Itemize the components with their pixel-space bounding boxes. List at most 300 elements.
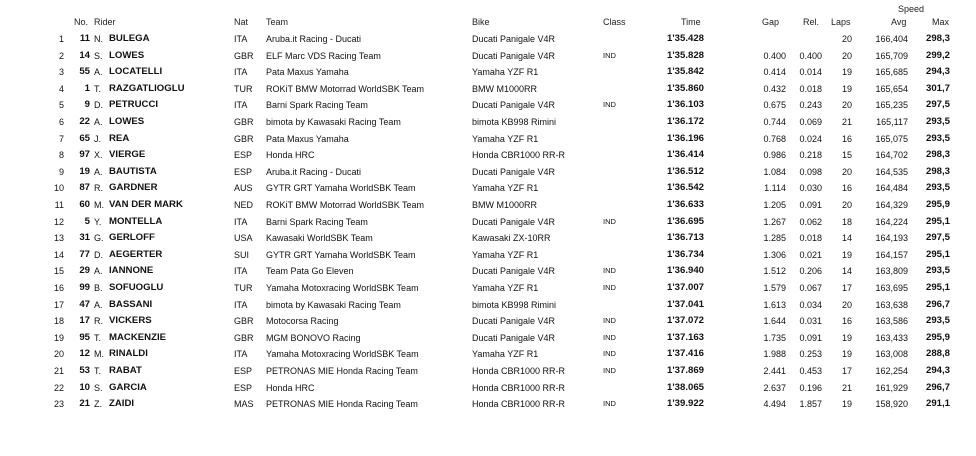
time-cell: 1'36.196 [667,132,704,144]
team-cell: Yamaha Motoxracing WorldSBK Team [266,283,419,293]
position-cell: 2 [58,50,64,61]
rider-surname-cell: REA [109,132,130,144]
table-row [0,180,976,197]
bike-cell: Honda CBR1000 RR-R [472,150,566,161]
number-cell: 47 [79,298,90,310]
rider-initial-cell: S. [94,50,103,61]
time-cell: 1'36.695 [667,215,704,227]
max-speed-cell: 301,7 [925,82,950,94]
team-cell: Barni Spark Racing Team [266,100,368,111]
nationality-cell: AUS [234,183,253,194]
rider-surname-cell: RAZGATLIOGLU [109,82,185,94]
bike-cell: Kawasaki ZX-10RR [472,233,551,244]
position-cell: 13 [53,233,64,244]
avg-speed-cell: 163,586 [875,316,908,327]
team-cell: ROKiT BMW Motorrad WorldSBK Team [266,83,425,94]
bike-cell: Yamaha YZF R1 [472,133,539,144]
position-cell: 16 [53,283,64,293]
rel-cell: 0.067 [799,283,822,293]
table-row [0,31,976,48]
avg-speed-cell: 163,695 [875,283,908,293]
rider-initial-cell: S. [94,382,103,393]
table-row [0,131,976,148]
rel-cell: 0.091 [799,332,822,343]
bike-cell: bimota KB998 Rimini [472,117,557,127]
header-time: Time [681,17,701,27]
gap-cell: 0.675 [763,100,786,111]
team-cell: Kawasaki WorldSBK Team [266,233,373,244]
number-cell: 53 [79,365,90,376]
laps-cell: 16 [841,316,852,327]
rider-initial-cell: T. [94,366,102,376]
time-cell: 1'39.922 [667,398,704,410]
rel-cell: 0.014 [799,67,822,78]
team-cell: Yamaha Motoxracing WorldSBK Team [266,349,419,360]
rider-surname-cell: MONTELLA [109,215,163,227]
bike-cell: Honda CBR1000 RR-R [472,399,566,410]
number-cell: 12 [79,348,90,360]
rel-cell: 0.243 [799,100,822,111]
gap-cell: 0.986 [763,150,786,161]
max-speed-cell: 295,1 [925,248,950,260]
rider-initial-cell: A. [94,299,103,310]
laps-cell: 20 [841,166,852,177]
rider-initial-cell: R. [94,316,103,327]
rider-initial-cell: G. [94,233,104,244]
avg-speed-cell: 165,117 [876,117,908,127]
rel-cell: 0.062 [799,216,822,227]
table-row [0,396,976,413]
bike-cell: BMW M1000RR [472,83,538,94]
table-row [0,147,976,164]
avg-speed-cell: 164,484 [875,183,908,194]
time-cell: 1'36.512 [667,165,704,177]
rider-surname-cell: VICKERS [109,315,152,327]
number-cell: 10 [79,381,90,393]
rel-cell: 0.031 [799,316,822,327]
bike-cell: Yamaha YZF R1 [472,349,539,360]
team-cell: Team Pata Go Eleven [266,266,354,277]
position-cell: 5 [58,100,64,111]
team-cell: Pata Maxus Yamaha [266,133,349,144]
nationality-cell: ITA [234,67,248,78]
header-speed: Speed [898,4,925,14]
number-cell: 1 [84,82,90,94]
time-cell: 1'36.172 [667,116,704,127]
rider-initial-cell: A. [94,67,103,78]
rider-surname-cell: LOWES [109,49,145,61]
number-cell: 5 [84,215,90,227]
rider-initial-cell: D. [94,100,103,111]
bike-cell: Yamaha YZF R1 [472,283,539,293]
gap-cell: 1.735 [763,332,786,343]
bike-cell: Yamaha YZF R1 [472,249,539,260]
rider-initial-cell: A. [94,266,103,277]
max-speed-cell: 296,7 [925,298,950,310]
table-row [0,313,976,330]
bike-cell: Ducati Panigale V4R [472,100,556,111]
laps-cell: 19 [841,249,852,260]
gap-cell: 1.285 [763,233,786,244]
time-cell: 1'37.041 [667,298,704,310]
position-cell: 7 [58,133,64,144]
rider-surname-cell: GERLOFF [109,232,155,244]
avg-speed-cell: 161,929 [875,382,908,393]
header-no: No. [74,17,89,27]
rider-surname-cell: MACKENZIE [109,331,167,343]
laps-cell: 16 [841,133,852,144]
laps-cell: 14 [841,266,852,277]
number-cell: 65 [79,132,90,144]
team-cell: ELF Marc VDS Racing Team [266,50,381,61]
gap-cell: 0.768 [763,133,786,144]
max-speed-cell: 294,3 [925,365,950,376]
laps-cell: 20 [841,50,852,61]
table-row [0,263,976,280]
number-cell: 21 [79,398,90,410]
laps-cell: 19 [841,83,852,94]
max-speed-cell: 293,5 [925,265,950,277]
gap-cell: 1.512 [763,266,786,277]
team-cell: Aruba.it Racing - Ducati [266,166,362,177]
laps-cell: 18 [841,216,852,227]
position-cell: 14 [53,249,64,260]
rider-initial-cell: D. [94,249,103,260]
table-row [0,81,976,98]
time-cell: 1'36.713 [667,232,704,244]
laps-cell: 19 [841,399,852,410]
gap-cell: 1.613 [763,299,786,310]
nationality-cell: ESP [234,366,253,376]
nationality-cell: ITA [234,349,248,360]
number-cell: 77 [79,248,90,260]
rel-cell: 0.098 [799,166,822,177]
max-speed-cell: 296,7 [925,381,950,393]
nationality-cell: ITA [234,216,248,227]
number-cell: 17 [79,315,90,327]
nationality-cell: ESP [234,382,253,393]
laps-cell: 17 [841,366,852,376]
avg-speed-cell: 165,709 [875,50,908,61]
laps-cell: 19 [841,67,852,78]
gap-cell: 1.114 [764,183,786,194]
avg-speed-cell: 165,685 [875,67,908,78]
rider-surname-cell: GARCIA [109,381,147,393]
table-row [0,247,976,264]
table-row [0,48,976,65]
table-row [0,114,976,131]
table-row [0,297,976,314]
number-cell: 9 [84,99,90,111]
class-cell: IND [603,399,616,409]
time-cell: 1'37.007 [667,282,704,293]
class-cell: IND [603,366,616,375]
rel-cell: 0.018 [799,233,822,244]
number-cell: 99 [79,282,90,293]
bike-cell: Ducati Panigale V4R [472,332,556,343]
position-cell: 4 [58,83,64,94]
number-cell: 11 [79,33,90,44]
team-cell: PETRONAS MIE Honda Racing Team [266,366,418,376]
position-cell: 19 [53,332,64,343]
gap-cell: 1.084 [763,166,786,177]
gap-cell: 1.306 [763,249,786,260]
rel-cell: 1.857 [799,399,822,410]
number-cell: 60 [79,199,90,210]
nationality-cell: TUR [234,283,253,293]
team-cell: ROKiT BMW Motorrad WorldSBK Team [266,200,425,210]
team-cell: bimota by Kawasaki Racing Team [266,299,401,310]
table-row [0,230,976,247]
bike-cell: Yamaha YZF R1 [472,67,539,78]
max-speed-cell: 293,5 [925,315,950,327]
table-row [0,280,976,297]
rel-cell: 0.253 [799,349,822,360]
rider-surname-cell: LOWES [109,116,145,127]
time-cell: 1'36.542 [667,182,704,194]
gap-cell: 2.441 [763,366,786,376]
position-cell: 18 [53,316,64,327]
rider-initial-cell: M. [94,200,104,210]
position-cell: 15 [53,266,64,277]
laps-cell: 21 [841,382,852,393]
header-laps: Laps [831,17,851,27]
header-team: Team [266,17,289,27]
max-speed-cell: 293,5 [925,116,950,127]
rider-surname-cell: BASSANI [109,298,153,310]
team-cell: Barni Spark Racing Team [266,216,368,227]
time-cell: 1'37.072 [667,315,704,327]
rider-initial-cell: Z. [94,399,102,410]
avg-speed-cell: 164,329 [875,200,908,210]
gap-cell: 2.637 [763,382,786,393]
header-max: Max [932,17,950,27]
nationality-cell: GBR [234,50,254,61]
max-speed-cell: 291,1 [925,398,950,410]
time-cell: 1'35.842 [667,66,704,78]
avg-speed-cell: 163,008 [875,349,908,360]
nationality-cell: ESP [234,166,253,177]
team-cell: MGM BONOVO Racing [266,332,361,343]
position-cell: 21 [53,366,64,376]
avg-speed-cell: 164,702 [875,150,908,161]
rider-surname-cell: RINALDI [109,348,148,360]
class-cell: IND [603,349,616,359]
team-cell: Motocorsa Racing [266,316,339,327]
rider-initial-cell: A. [94,117,103,127]
bike-cell: Ducati Panigale V4R [472,316,556,327]
header-class: Class [603,17,626,27]
gap-cell: 1.205 [763,200,786,210]
nationality-cell: GBR [234,133,254,144]
number-cell: 55 [79,66,90,78]
avg-speed-cell: 164,157 [875,249,908,260]
rel-cell: 0.400 [799,50,822,61]
gap-cell: 1.988 [763,349,786,360]
bike-cell: Ducati Panigale V4R [472,50,556,61]
rider-initial-cell: N. [94,34,103,44]
rider-surname-cell: SOFUOGLU [109,282,164,293]
laps-cell: 15 [841,150,852,161]
class-cell: IND [603,50,616,60]
avg-speed-cell: 162,254 [875,366,908,376]
time-cell: 1'35.428 [667,33,704,44]
bike-cell: BMW M1000RR [472,200,538,210]
max-speed-cell: 295,1 [925,215,950,227]
rider-initial-cell: M. [94,349,104,360]
position-cell: 20 [53,349,64,360]
rider-surname-cell: RABAT [109,365,142,376]
nationality-cell: SUI [234,249,250,260]
team-cell: GYTR GRT Yamaha WorldSBK Team [266,183,416,194]
header-rider: Rider [94,17,116,27]
bike-cell: Ducati Panigale V4R [472,34,556,44]
gap-cell: 1.267 [763,216,786,227]
rider-surname-cell: IANNONE [109,265,154,277]
rider-surname-cell: LOCATELLI [109,66,163,78]
position-cell: 8 [58,150,64,161]
bike-cell: Honda CBR1000 RR-R [472,366,566,376]
team-cell: bimota by Kawasaki Racing Team [266,117,401,127]
number-cell: 31 [79,232,90,244]
gap-cell: 1.644 [763,316,786,327]
rel-cell: 0.091 [799,200,822,210]
position-cell: 12 [53,216,64,227]
rider-initial-cell: R. [94,183,103,194]
laps-cell: 21 [841,117,852,127]
rider-surname-cell: VAN DER MARK [109,199,183,210]
gap-cell: 0.414 [763,67,786,78]
class-cell: IND [603,266,616,276]
time-cell: 1'36.633 [667,199,704,210]
header-avg: Avg [891,17,907,27]
laps-cell: 19 [841,332,852,343]
table-row [0,214,976,231]
rider-surname-cell: VIERGE [109,149,146,161]
max-speed-cell: 295,9 [925,199,950,210]
team-cell: Pata Maxus Yamaha [266,67,349,78]
nationality-cell: GBR [234,332,254,343]
position-cell: 6 [58,117,64,127]
avg-speed-cell: 163,809 [875,266,908,277]
avg-speed-cell: 165,075 [875,133,908,144]
table-row [0,164,976,181]
gap-cell: 0.400 [763,50,786,61]
nationality-cell: TUR [234,83,253,94]
nationality-cell: ESP [234,150,253,161]
number-cell: 29 [79,265,90,277]
laps-cell: 20 [841,34,852,44]
rider-surname-cell: BULEGA [109,33,150,44]
laps-cell: 20 [841,100,852,111]
rider-initial-cell: T. [94,83,102,94]
time-cell: 1'36.414 [667,149,704,161]
class-cell: IND [603,100,616,110]
avg-speed-cell: 158,920 [875,399,908,410]
table-row [0,64,976,81]
nationality-cell: NED [234,200,254,210]
team-cell: PETRONAS MIE Honda Racing Team [266,399,418,410]
rel-cell: 0.218 [799,150,822,161]
position-cell: 3 [58,67,64,78]
laps-cell: 16 [841,183,852,194]
table-row [0,97,976,114]
nationality-cell: ITA [234,299,248,310]
position-cell: 17 [53,299,64,310]
header-nat: Nat [234,17,249,27]
max-speed-cell: 294,3 [925,66,950,78]
max-speed-cell: 295,1 [925,282,950,293]
number-cell: 95 [79,331,90,343]
time-cell: 1'35.860 [667,82,704,94]
rel-cell: 0.206 [799,266,822,277]
rel-cell: 0.021 [799,249,822,260]
time-cell: 1'37.869 [667,365,704,376]
rel-cell: 0.196 [799,382,822,393]
time-cell: 1'37.416 [667,348,704,360]
number-cell: 97 [79,149,90,161]
max-speed-cell: 298,3 [925,33,950,44]
gap-cell: 4.494 [763,399,786,410]
table-row [0,380,976,397]
time-cell: 1'36.734 [667,248,704,260]
avg-speed-cell: 164,224 [875,216,908,227]
nationality-cell: MAS [234,399,254,410]
max-speed-cell: 293,5 [925,182,950,194]
team-cell: Honda HRC [266,382,315,393]
time-cell: 1'35.828 [667,49,704,61]
rider-surname-cell: PETRUCCI [109,99,159,111]
rider-initial-cell: X. [94,150,103,161]
max-speed-cell: 293,5 [925,132,950,144]
position-cell: 23 [53,399,64,410]
rider-initial-cell: Y. [94,216,102,227]
position-cell: 11 [54,200,64,210]
header-rel: Rel. [803,17,820,27]
team-cell: Aruba.it Racing - Ducati [266,34,362,44]
avg-speed-cell: 165,654 [875,83,908,94]
class-cell: IND [603,283,616,292]
rider-initial-cell: J. [94,133,102,144]
avg-speed-cell: 165,235 [875,100,908,111]
table-row [0,197,976,214]
time-cell: 1'36.940 [667,265,704,277]
table-row [0,330,976,347]
max-speed-cell: 299,2 [925,49,950,61]
rel-cell: 0.069 [799,117,822,127]
avg-speed-cell: 166,404 [875,34,908,44]
team-cell: GYTR GRT Yamaha WorldSBK Team [266,249,416,260]
position-cell: 9 [58,166,64,177]
bike-cell: Ducati Panigale V4R [472,216,556,227]
table-row [0,346,976,363]
rider-surname-cell: AEGERTER [109,248,163,260]
bike-cell: Ducati Panigale V4R [472,266,556,277]
nationality-cell: ITA [234,34,248,44]
nationality-cell: ITA [234,266,248,277]
rider-surname-cell: ZAIDI [109,398,135,410]
bike-cell: Honda CBR1000 RR-R [472,382,566,393]
rider-initial-cell: B. [94,283,103,293]
number-cell: 22 [79,116,90,127]
number-cell: 19 [79,165,90,177]
class-cell: IND [603,332,616,342]
table-row [0,363,976,380]
header-gap: Gap [762,17,780,27]
position-cell: 10 [53,183,64,194]
gap-cell: 0.432 [763,83,786,94]
rider-surname-cell: BAUTISTA [109,165,157,177]
